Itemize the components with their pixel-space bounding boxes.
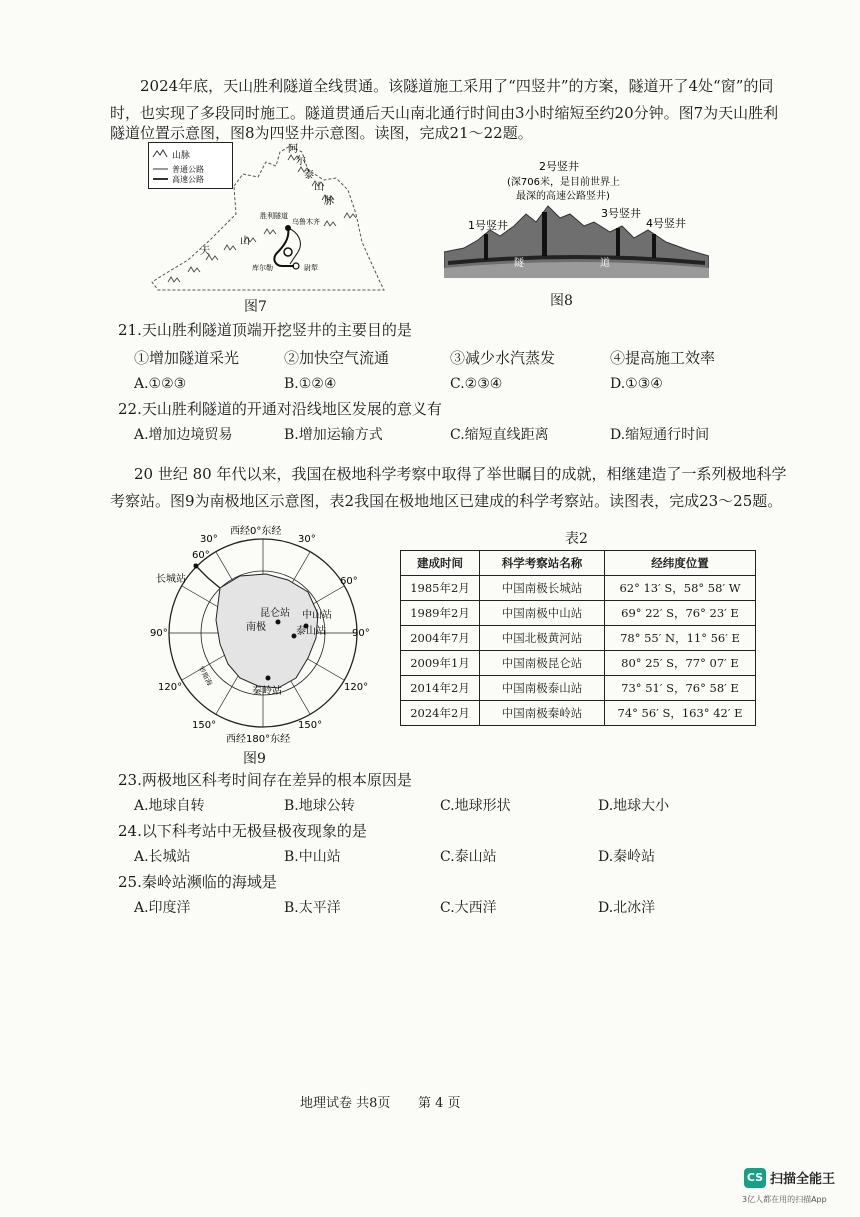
q22-option-a: A.增加边境贸易 — [134, 427, 233, 443]
q24-option-c: C.泰山站 — [440, 849, 497, 865]
question-21-stem: 21.天山胜利隧道顶端开挖竖井的主要目的是 — [118, 321, 412, 339]
deg-60-left: 60° — [192, 550, 210, 561]
camscanner-logo-icon: CS — [744, 1168, 766, 1188]
q24-option-d: D.秦岭站 — [598, 849, 656, 865]
deg-90-right: 90° — [352, 628, 370, 639]
table-row — [401, 651, 756, 676]
figure-8-diagram — [444, 156, 709, 278]
road-route — [288, 228, 300, 264]
tunnel-label-1: 隧 — [514, 258, 524, 269]
legend-mountain: 山脉 — [172, 151, 191, 161]
deg-60-right: 60° — [340, 576, 358, 587]
q25-option-b: B.太平洋 — [284, 900, 341, 916]
table-row — [401, 576, 756, 601]
table-row — [401, 601, 756, 626]
label-a: 阿 — [288, 144, 298, 155]
question-22-stem: 22.天山胜利隧道的开通对沿线地区发展的意义有 — [118, 400, 442, 418]
cell-time: 2004年7月 — [401, 626, 480, 651]
q23-option-a: A.地球自转 — [134, 798, 205, 814]
q22-option-c: C.缩短直线距离 — [450, 427, 549, 443]
cell-location: 73° 51′ S，76° 58′ E — [605, 676, 756, 701]
legend-normal-road: 普通公路 — [172, 165, 204, 174]
deg-120-left: 120° — [158, 682, 183, 693]
label-shan: 山 — [240, 236, 250, 247]
label-kunlun: 昆仑站 — [260, 608, 290, 619]
label-urumqi: 乌鲁木齐 — [292, 218, 320, 226]
question-23-stem: 23.两极地区科考时间存在差异的根本原因是 — [118, 771, 412, 789]
camscanner-tagline: 3亿人都在用的扫描App — [742, 1195, 827, 1204]
q21-item-3: ③减少水汽蒸发 — [450, 349, 556, 367]
fig9-top-label: 西经0°东经 — [230, 526, 282, 537]
cell-time: 2009年1月 — [401, 651, 480, 676]
deg-150-right: 150° — [298, 720, 323, 731]
intro-line-3: 隧道位置示意图，图8为四竖井示意图。读图，完成21～22题。 — [110, 124, 533, 142]
tunnel-label-2: 道 — [600, 258, 610, 269]
label-changcheng: 长城站 — [156, 574, 186, 585]
label-d: 山 — [314, 182, 324, 193]
cell-time: 2024年2月 — [401, 701, 480, 726]
cell-location: 78° 55′ N，11° 56′ E — [605, 626, 756, 651]
q24-option-a: A.长城站 — [134, 849, 191, 865]
label-nanji: 南极 — [246, 622, 266, 633]
cell-station: 中国南极中山站 — [480, 601, 605, 626]
q23-option-c: C.地球形状 — [440, 798, 511, 814]
changcheng-station-dot — [194, 564, 199, 569]
cell-location: 74° 56′ S，163° 42′ E — [605, 701, 756, 726]
cell-time: 1985年2月 — [401, 576, 480, 601]
cell-time: 1989年2月 — [401, 601, 480, 626]
cell-station: 中国南极秦岭站 — [480, 701, 605, 726]
kunlun-station-dot — [276, 620, 281, 625]
footer-total-pages: 地理试卷 共8页 — [300, 1096, 391, 1111]
q25-option-d: D.北冰洋 — [598, 900, 656, 916]
qinling-station-dot — [266, 676, 271, 681]
label-yuli: 尉犁 — [304, 264, 318, 272]
header-location: 经纬度位置 — [605, 551, 756, 576]
intro-line-2: 时，也实现了多段同时施工。隧道贯通后天山南北通行时间由3小时缩短至约20分钟。图7为天山胜利 — [110, 104, 779, 122]
figure-9-caption: 图9 — [243, 751, 266, 767]
q25-option-c: C.大西洋 — [440, 900, 497, 916]
q21-option-b: B.①②④ — [284, 376, 337, 392]
figure-8-caption: 图8 — [550, 293, 573, 309]
q21-option-a: A.①②③ — [134, 376, 187, 392]
deg-150-left: 150° — [192, 720, 217, 731]
cell-station: 中国南极泰山站 — [480, 676, 605, 701]
highway-route — [274, 228, 294, 266]
deg-30-left: 30° — [200, 534, 218, 545]
shaft-2-note-2: 最深的高速公路竖井) — [516, 191, 610, 202]
figure-7-map — [148, 142, 388, 292]
q23-option-b: B.地球公转 — [284, 798, 355, 814]
q22-option-b: B.增加运输方式 — [284, 427, 383, 443]
header-time: 建成时间 — [401, 551, 480, 576]
cell-location: 80° 25′ S，77° 07′ E — [605, 651, 756, 676]
urumqi-dot — [285, 225, 291, 231]
intro2-line-2: 考察站。图9为南极地区示意图，表2我国在极地地区已建成的科学考察站。读图表，完成23～25题。 — [110, 492, 783, 510]
q24-option-b: B.中山站 — [284, 849, 341, 865]
q21-option-c: C.②③④ — [450, 376, 503, 392]
intro2-line-1: 20 世纪 80 年代以来，我国在极地科学考察中取得了举世瞩目的成就，相继建造了一系列极地科学 — [134, 465, 787, 483]
q21-item-4: ④提高施工效率 — [610, 349, 716, 367]
label-b: 尔 — [296, 156, 306, 167]
table-2-title: 表2 — [565, 531, 588, 547]
footer-page-number: 第 4 页 — [418, 1096, 461, 1111]
cell-time: 2014年2月 — [401, 676, 480, 701]
q21-item-1: ①增加隧道采光 — [134, 349, 240, 367]
shaft-3-label: 3号竖井 — [601, 207, 641, 220]
figure-7-caption: 图7 — [244, 299, 267, 315]
cell-station: 中国南极长城站 — [480, 576, 605, 601]
shaft-4-label: 4号竖井 — [646, 217, 686, 230]
q21-option-d: D.①③④ — [610, 376, 663, 392]
table-row — [401, 676, 756, 701]
q25-option-a: A.印度洋 — [134, 900, 191, 916]
q22-option-d: D.缩短通行时间 — [610, 427, 710, 443]
deg-90-left: 90° — [150, 628, 168, 639]
question-25-stem: 25.秦岭站濒临的海域是 — [118, 873, 277, 891]
deg-120-right: 120° — [344, 682, 369, 693]
legend-highway: 高速公路 — [172, 175, 204, 184]
camscanner-name: 扫描全能王 — [770, 1172, 836, 1187]
cell-station: 中国北极黄河站 — [480, 626, 605, 651]
shaft-2-note-1: (深706米，是目前世界上 — [507, 177, 620, 188]
cell-location: 62° 13′ S，58° 58′ W — [605, 576, 756, 601]
deg-30-right: 30° — [298, 534, 316, 545]
table-row — [401, 701, 756, 726]
label-e: 脉 — [324, 196, 334, 207]
label-ross-sea: 罗斯海 — [196, 665, 214, 688]
label-zhongshan: 中山站 — [302, 610, 332, 621]
shaft-1-label: 1号竖井 — [468, 219, 508, 232]
q21-item-2: ②加快空气流通 — [284, 349, 390, 367]
q23-option-d: D.地球大小 — [598, 798, 670, 814]
label-qinling: 秦岭站 — [252, 686, 282, 697]
question-24-stem: 24.以下科考站中无极昼极夜现象的是 — [118, 822, 367, 840]
label-taishan: 泰山站 — [296, 626, 326, 637]
fig9-bottom-label: 西经180°东经 — [226, 734, 291, 745]
label-c: 泰 — [304, 170, 314, 181]
shaft-2-label: 2号竖井 — [539, 160, 579, 173]
cell-station: 中国南极昆仑站 — [480, 651, 605, 676]
label-korla: 库尔勒 — [252, 264, 273, 272]
table-2 — [400, 550, 756, 726]
table-row — [401, 626, 756, 651]
figure-9-polar-map — [148, 518, 378, 748]
table-header-row — [401, 551, 756, 576]
label-tunnel: 胜利隧道 — [260, 212, 288, 220]
header-station: 科学考察站名称 — [480, 551, 605, 576]
intro-line-1: 2024年底，天山胜利隧道全线贯通。该隧道施工采用了“四竖井”的方案，隧道开了4处“窗”的同 — [140, 77, 774, 95]
cell-location: 69° 22′ S，76° 23′ E — [605, 601, 756, 626]
label-tian: 天 — [200, 246, 210, 257]
tunnel-marker-icon — [284, 248, 292, 256]
